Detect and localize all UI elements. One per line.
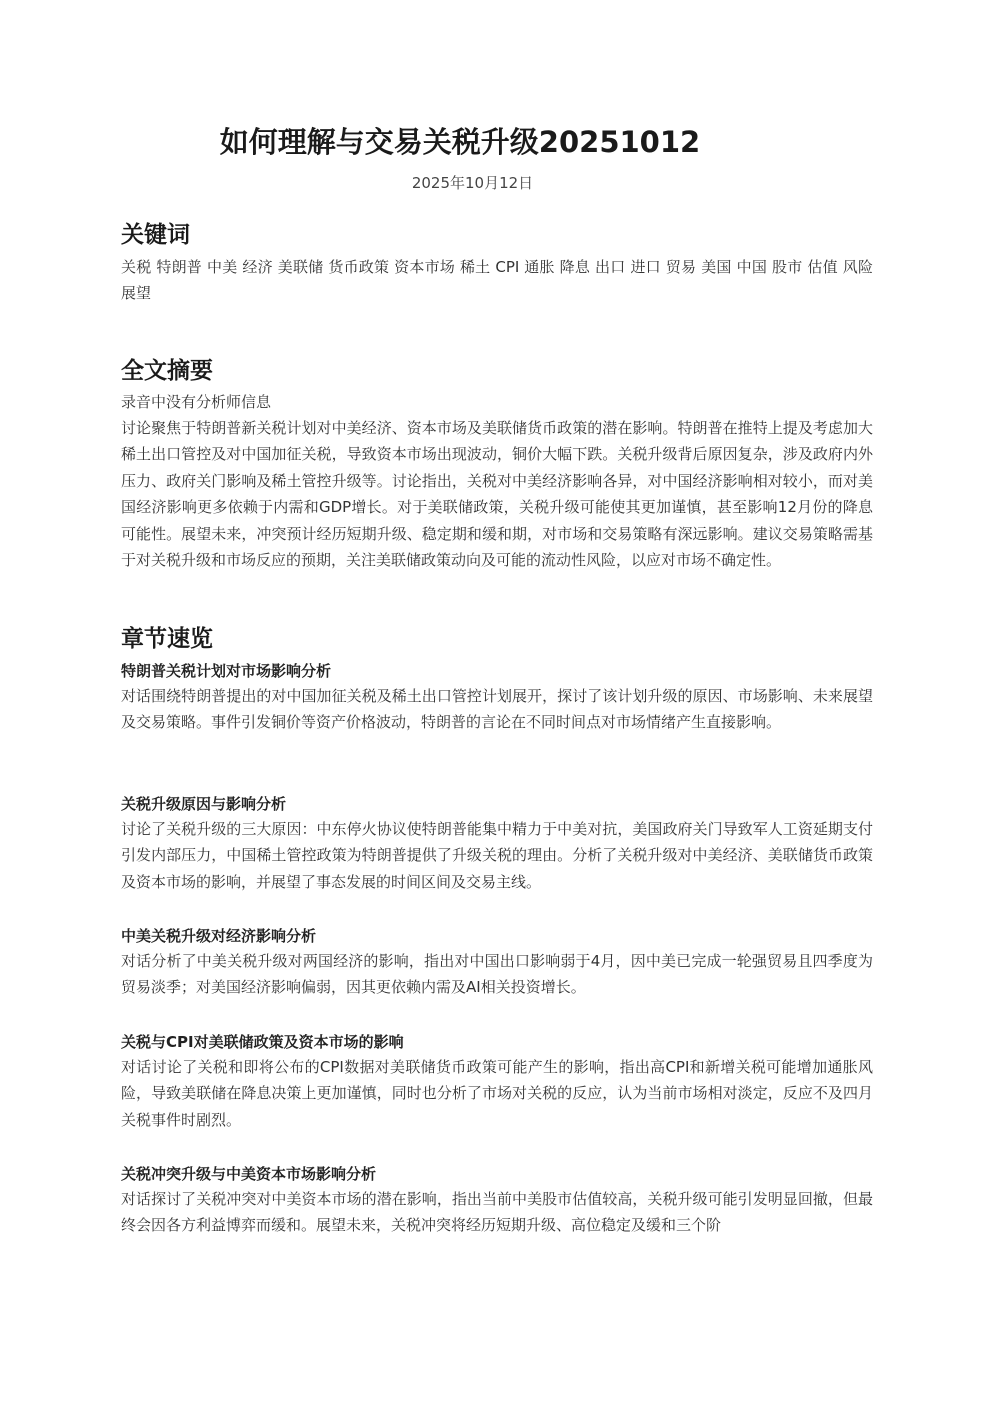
chapter-title: 关税冲突升级与中美资本市场影响分析 bbox=[121, 1165, 377, 1183]
chapter-text: 对话讨论了关税和即将公布的CPI数据对美联储货币政策可能产生的影响，指出高CPI和新增关税可能增加通胀风险，导致美联储在降息决策上更加谨慎，同时也分析了市场对关税的反应，认为当前市场相对淡定，反应不及四月关税事件时剧烈。 bbox=[121, 1058, 873, 1129]
document-date: 2025年10月12日 bbox=[411, 174, 534, 192]
chapter-title: 关税与CPI对美联储政策及资本市场的影响 bbox=[121, 1033, 404, 1051]
keywords-heading: 关键词 bbox=[121, 222, 190, 248]
summary-note: 录音中没有分析师信息 bbox=[121, 393, 272, 411]
chapter-text: 讨论了关税升级的三大原因：中东停火协议使特朗普能集中精力于中美对抗，美国政府关门导致军人工资延期支付引发内部压力，中国稀土管控政策为特朗普提供了升级关税的理由。分析了关税升级对中美经济、美联储货币政策及资本市场的影响，并展望了事态发展的时间区间及交易主线。 bbox=[121, 820, 873, 891]
chapter-text: 对话探讨了关税冲突对中美资本市场的潜在影响，指出当前中美股市估值较高，关税升级可能引发明显回撤，但最终会因各方利益博弈而缓和。展望未来，关税冲突将经历短期升级、高位稳定及缓和三个阶 bbox=[121, 1190, 873, 1235]
chapter-title: 中美关税升级对经济影响分析 bbox=[121, 927, 317, 945]
chapters-heading: 章节速览 bbox=[121, 626, 213, 652]
chapter-text: 对话分析了中美关税升级对两国经济的影响，指出对中国出口影响弱于4月，因中美已完成一轮强贸易且四季度为贸易淡季；对美国经济影响偏弱，因其更依赖内需及AI相关投资增长。 bbox=[121, 952, 873, 997]
keywords-text: 关税 特朗普 中美 经济 美联储 货币政策 资本市场 稀土 CPI 通胀 降息 出口 进口 贸易 美国 中国 股市 估值 风险 展望 bbox=[121, 258, 873, 303]
summary-heading: 全文摘要 bbox=[121, 358, 213, 384]
chapter-title: 关税升级原因与影响分析 bbox=[121, 795, 287, 813]
chapter-title: 特朗普关税计划对市场影响分析 bbox=[121, 662, 332, 680]
document-title: 如何理解与交易关税升级20251012 bbox=[219, 125, 701, 159]
chapter-text: 对话围绕特朗普提出的对中国加征关税及稀土出口管控计划展开，探讨了该计划升级的原因、市场影响、未来展望及交易策略。事件引发铜价等资产价格波动，特朗普的言论在不同时间点对市场情绪产生直接影响。 bbox=[121, 687, 873, 732]
summary-text: 讨论聚焦于特朗普新关税计划对中美经济、资本市场及美联储货币政策的潜在影响。特朗普在推特上提及考虑加大稀土出口管控及对中国加征关税，导致资本市场出现波动，铜价大幅下跌。关税升级背后原因复杂，涉及政府内外压力、政府关门影响及稀土管控升级等。讨论指出，关税对中美经济影响各异，对中国经济影响相对较小，而对美国经济影响更多依赖于内需和GDP增长。对于美联储政策，关税升级可能使其更加谨慎，甚至影响12月份的降息可能性。展望未来，冲突预计经历短期升级、稳定期和缓和期，对市场和交易策略有深远影响。建议交易策略需基于对关税升级和市场反应的预期，关注美联储政策动向及可能的流动性风险，以应对市场不确定性。 bbox=[121, 419, 873, 570]
